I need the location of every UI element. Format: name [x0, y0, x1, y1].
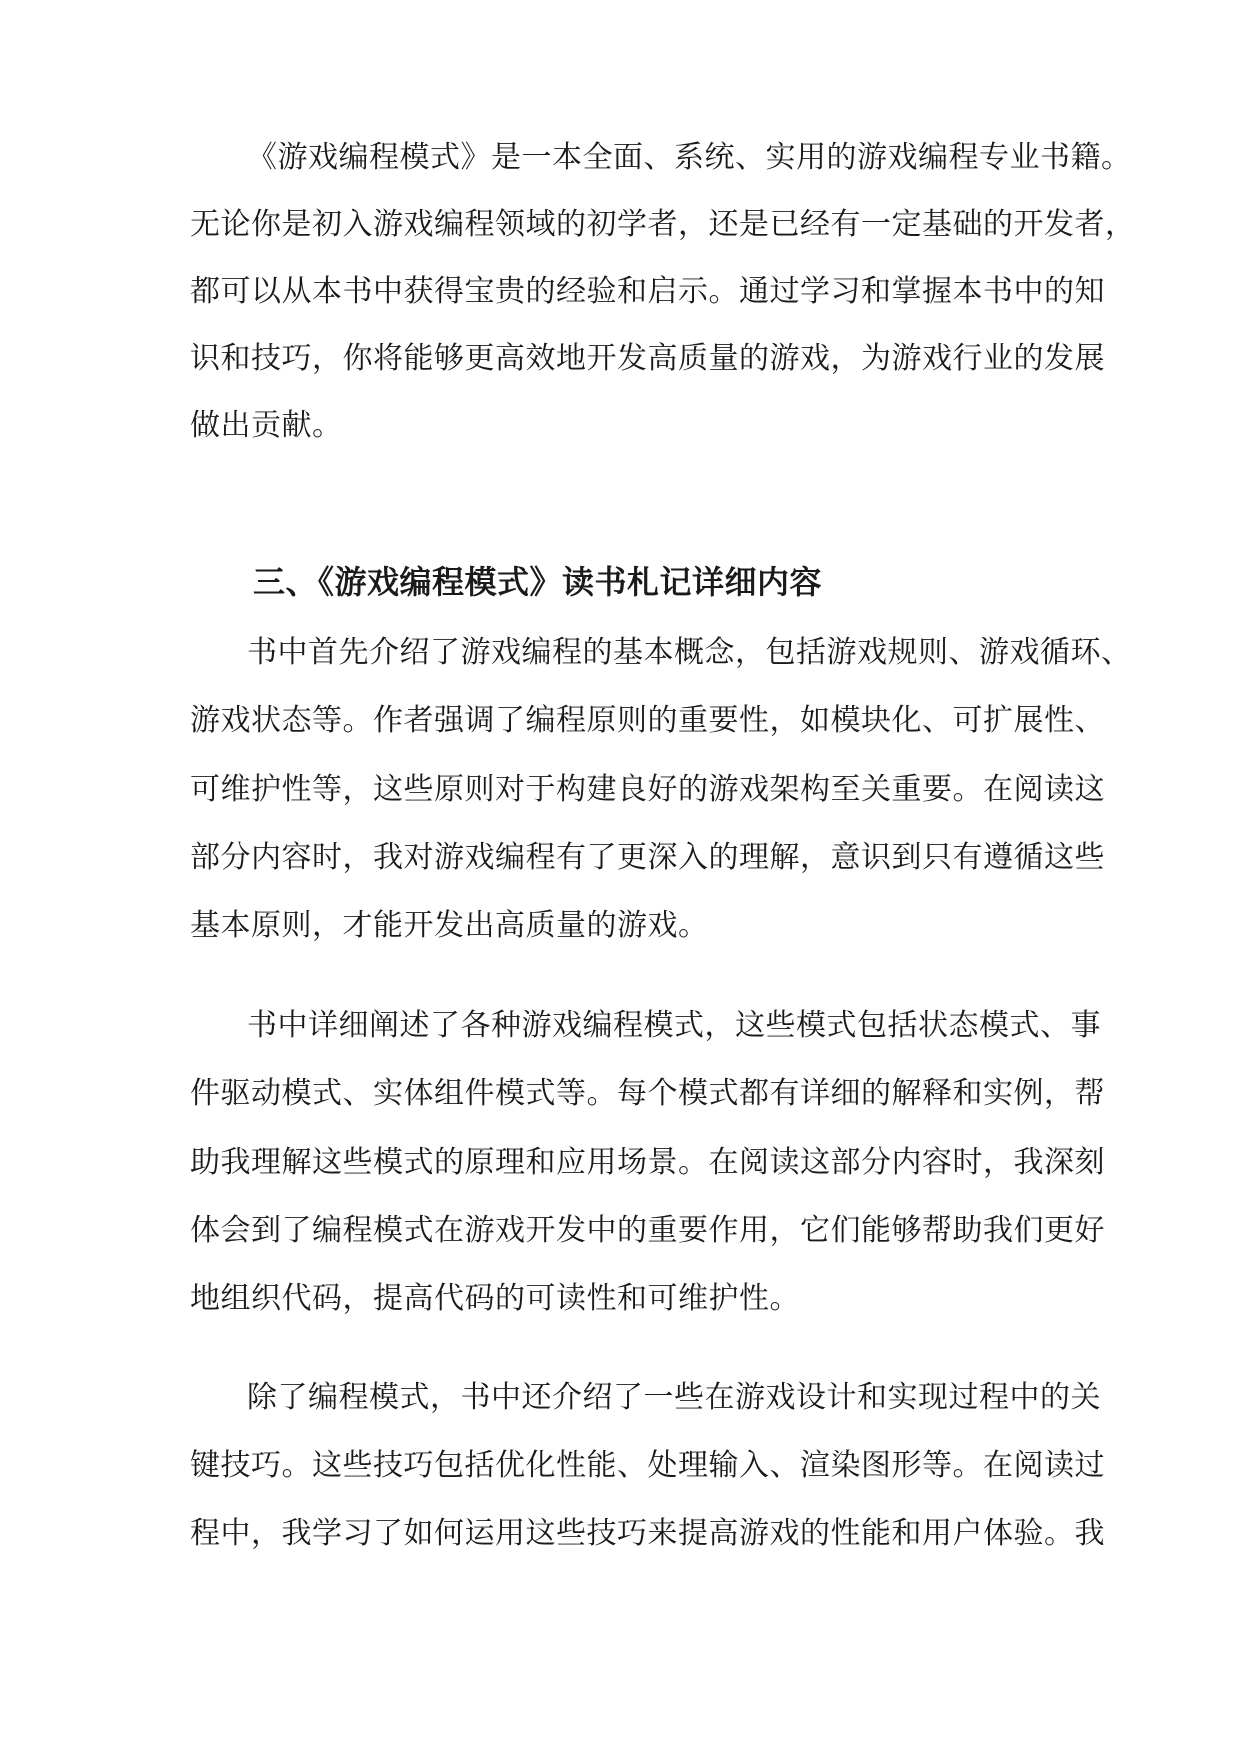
intro-line-5: 做出贡献。 — [190, 408, 343, 443]
p2-line-5: 地组织代码，提高代码的可读性和可维护性。 — [190, 1281, 800, 1316]
p2-line-2: 件驱动模式、实体组件模式等。每个模式都有详细的解释和实例，帮 — [190, 1076, 1105, 1111]
p2-line-3: 助我理解这些模式的原理和应用场景。在阅读这部分内容时，我深刻 — [190, 1145, 1105, 1180]
p3-line-3: 程中，我学习了如何运用这些技巧来提高游戏的性能和用户体验。我 — [190, 1516, 1105, 1551]
p1-line-5: 基本原则，才能开发出高质量的游戏。 — [190, 908, 709, 943]
p2-line-4: 体会到了编程模式在游戏开发中的重要作用，它们能够帮助我们更好 — [190, 1213, 1105, 1248]
p2-line-1: 书中详细阐述了各种游戏编程模式，这些模式包括状态模式、事 — [247, 1008, 1101, 1043]
intro-line-1: 《游戏编程模式》是一本全面、系统、实用的游戏编程专业书籍。 — [247, 140, 1132, 175]
p3-line-2: 键技巧。这些技巧包括优化性能、处理输入、渲染图形等。在阅读过 — [190, 1448, 1105, 1483]
intro-line-4: 识和技巧，你将能够更高效地开发高质量的游戏，为游戏行业的发展 — [190, 341, 1105, 376]
section-heading: 三、《游戏编程模式》读书札记详细内容 — [253, 563, 823, 601]
intro-line-2: 无论你是初入游戏编程领域的初学者，还是已经有一定基础的开发者， — [190, 207, 1136, 242]
p1-line-2: 游戏状态等。作者强调了编程原则的重要性，如模块化、可扩展性、 — [190, 703, 1105, 738]
p1-line-3: 可维护性等，这些原则对于构建良好的游戏架构至关重要。在阅读这 — [190, 772, 1105, 807]
p1-line-4: 部分内容时，我对游戏编程有了更深入的理解，意识到只有遵循这些 — [190, 840, 1105, 875]
p3-line-1: 除了编程模式，书中还介绍了一些在游戏设计和实现过程中的关 — [247, 1380, 1101, 1415]
intro-line-3: 都可以从本书中获得宝贵的经验和启示。通过学习和掌握本书中的知 — [190, 274, 1105, 309]
p1-line-1: 书中首先介绍了游戏编程的基本概念，包括游戏规则、游戏循环、 — [247, 635, 1132, 670]
